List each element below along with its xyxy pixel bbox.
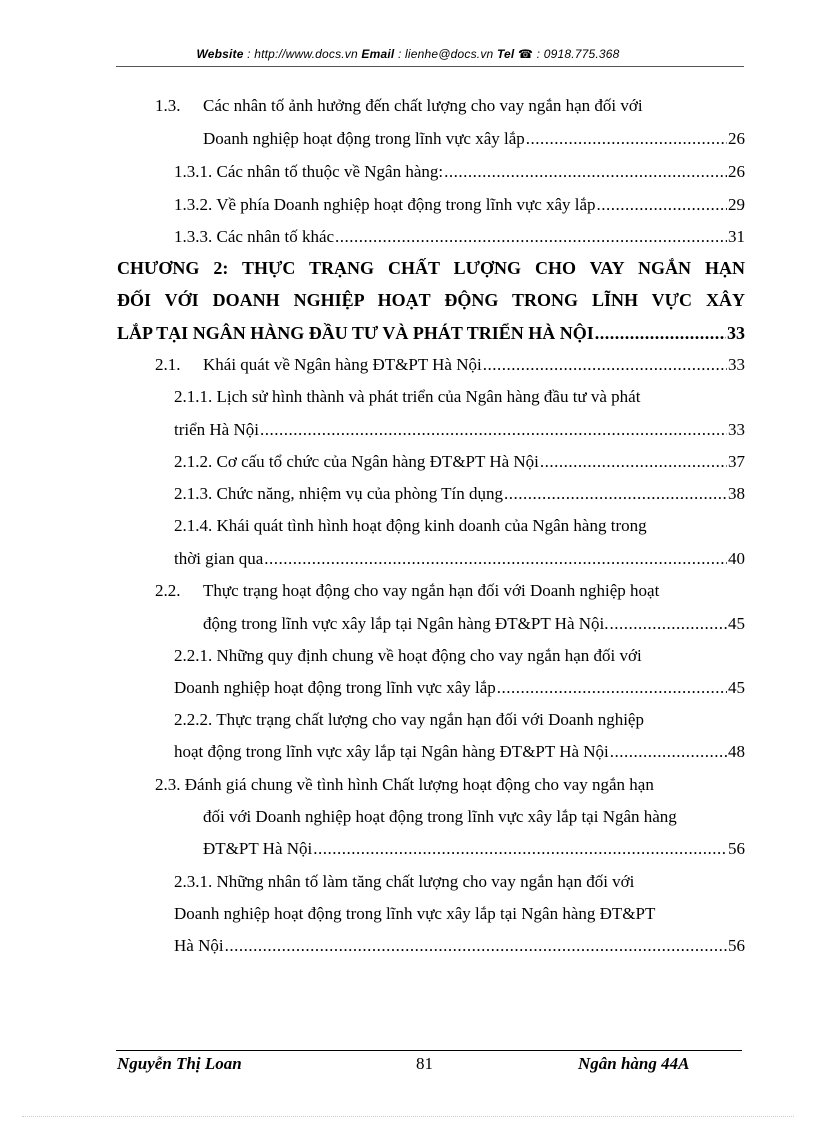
toc-text: Doanh nghiệp hoạt động trong lĩnh vực xây lắp	[174, 678, 496, 697]
toc-page: 38	[728, 484, 745, 503]
toc-entry-2-3-1-line3	[174, 936, 745, 956]
toc-leader	[597, 195, 727, 215]
toc-text: 2.1.2. Cơ cấu tổ chức của Ngân hàng ĐT&PT Hà Nội	[174, 452, 539, 471]
email-value: : lienhe@docs.vn	[394, 47, 497, 61]
toc-text: động trong lĩnh vực xây lắp tại Ngân hàng ĐT&PT Hà Nội.	[203, 614, 609, 633]
toc-number: 2.1.	[155, 355, 181, 374]
toc-text: Các nhân tố ảnh hưởng đến chất lượng cho vay ngắn hạn đối với	[203, 96, 643, 115]
footer-divider	[116, 1050, 742, 1051]
toc-page: 33	[728, 420, 745, 439]
toc-leader	[504, 484, 727, 504]
page-header	[0, 47, 816, 61]
toc-entry-2-1	[155, 355, 745, 375]
toc-entry-1-3-3	[174, 227, 745, 247]
toc-text: Thực trạng hoạt động cho vay ngắn hạn đối với Doanh nghiệp hoạt	[203, 581, 660, 600]
page-bottom-border	[22, 1116, 794, 1117]
toc-entry-2-3-line3	[203, 839, 745, 859]
toc-page: 56	[728, 936, 745, 955]
toc-leader	[335, 227, 727, 247]
toc-text: Hà Nội	[174, 936, 224, 955]
toc-page: 37	[728, 452, 745, 471]
tel-label: Tel ☎	[496, 47, 534, 61]
chapter-2-line3	[117, 323, 745, 343]
toc-entry-2-2-line2	[203, 614, 745, 634]
website-value: : http://www.docs.vn	[243, 47, 362, 61]
toc-leader	[595, 323, 726, 343]
chapter-2-line1: CHƯƠNG 2: THỰC TRẠNG CHẤT LƯỢNG CHO VAY NGẮN HẠN	[117, 258, 745, 278]
toc-leader	[260, 420, 727, 440]
toc-page: 31	[728, 227, 745, 246]
toc-entry-2-3-line2: đối với Doanh nghiệp hoạt động trong lĩnh vực xây lắp tại Ngân hàng	[203, 807, 677, 826]
toc-entry-2-3-line1: 2.3. Đánh giá chung về tình hình Chất lượng hoạt động cho vay ngắn hạn	[155, 775, 654, 794]
toc-text: Khái quát về Ngân hàng ĐT&PT Hà Nội	[203, 355, 482, 374]
toc-page: 40	[728, 549, 745, 568]
toc-entry-2-3-1-line1: 2.3.1. Những nhân tố làm tăng chất lượng cho vay ngắn hạn đối với	[174, 872, 635, 891]
toc-entry-2-1-1-line2	[174, 420, 745, 440]
footer-page-number: 81	[416, 1054, 433, 1073]
toc-text: 1.3.3. Các nhân tố khác	[174, 227, 335, 246]
toc-entry-2-2-2-line1: 2.2.2. Thực trạng chất lượng cho vay ngắn hạn đối với Doanh nghiệp	[174, 710, 644, 729]
footer-class: Ngân hàng 44A	[578, 1054, 690, 1073]
toc-leader	[540, 452, 727, 472]
header-divider	[116, 66, 744, 67]
toc-leader	[526, 129, 727, 149]
toc-leader	[483, 355, 727, 375]
toc-leader	[225, 936, 727, 956]
toc-page: 56	[728, 839, 745, 858]
website-label: Website	[196, 47, 244, 61]
toc-entry-2-1-2	[174, 452, 745, 472]
toc-page: 26	[728, 162, 745, 181]
footer-author: Nguyễn Thị Loan	[117, 1054, 242, 1073]
toc-entry-2-2-1-line2	[174, 678, 745, 698]
toc-entry-2-2-1-line1: 2.2.1. Những quy định chung về hoạt động cho vay ngắn hạn đối với	[174, 646, 642, 665]
toc-entry-2-3-1-line2: Doanh nghiệp hoạt động trong lĩnh vực xây lắp tại Ngân hàng ĐT&PT	[174, 904, 656, 923]
toc-leader	[264, 549, 727, 569]
toc-leader	[444, 162, 727, 182]
toc-text: LẮP TẠI NGÂN HÀNG ĐẦU TƯ VÀ PHÁT TRIỂN HÀ NỘI	[117, 323, 594, 343]
toc-leader	[497, 678, 727, 698]
toc-text: hoạt động trong lĩnh vực xây lắp tại Ngân hàng ĐT&PT Hà Nội	[174, 742, 609, 761]
toc-leader	[610, 614, 727, 634]
toc-text: 1.3.1. Các nhân tố thuộc về Ngân hàng:	[174, 162, 444, 181]
toc-text: 2.1.3. Chức năng, nhiệm vụ của phòng Tín dụng	[174, 484, 504, 503]
toc-page: 29	[728, 195, 745, 214]
toc-number: 2.2.	[155, 581, 181, 600]
toc-text: 1.3.2. Về phía Doanh nghiệp hoạt động trong lĩnh vực xây lắp	[174, 195, 596, 214]
toc-entry-2-1-1-line1: 2.1.1. Lịch sử hình thành và phát triển của Ngân hàng đầu tư và phát	[174, 387, 641, 406]
toc-page: 26	[728, 129, 745, 148]
toc-leader	[313, 839, 727, 859]
toc-number: 1.3.	[155, 96, 181, 115]
toc-entry-1-3-1	[174, 162, 745, 182]
toc-page: 33	[728, 355, 745, 374]
toc-leader	[610, 742, 727, 762]
email-label: Email	[361, 47, 395, 61]
chapter-2-line2: ĐỐI VỚI DOANH NGHIỆP HOẠT ĐỘNG TRONG LĨNH VỰC XÂY	[117, 290, 745, 310]
toc-entry-2-1-4-line2	[174, 549, 745, 569]
toc-page: 33	[727, 323, 745, 343]
toc-text: Doanh nghiệp hoạt động trong lĩnh vực xây lắp	[203, 129, 525, 148]
toc-entry-2-1-3	[174, 484, 745, 504]
toc-text: thời gian qua	[174, 549, 264, 568]
toc-entry-2-2-line1	[155, 581, 659, 601]
toc-entry-1-3-line2	[203, 129, 745, 149]
toc-page: 45	[728, 614, 745, 633]
toc-page: 45	[728, 678, 745, 697]
toc-text: triển Hà Nội	[174, 420, 259, 439]
toc-page: 48	[728, 742, 745, 761]
toc-text: ĐT&PT Hà Nội	[203, 839, 313, 858]
tel-value: : 0918.775.368	[533, 47, 620, 61]
toc-entry-1-3-line1	[155, 96, 643, 116]
toc-entry-2-2-2-line2	[174, 742, 745, 762]
toc-entry-2-1-4-line1: 2.1.4. Khái quát tình hình hoạt động kinh doanh của Ngân hàng trong	[174, 516, 647, 535]
toc-entry-1-3-2	[174, 195, 745, 215]
